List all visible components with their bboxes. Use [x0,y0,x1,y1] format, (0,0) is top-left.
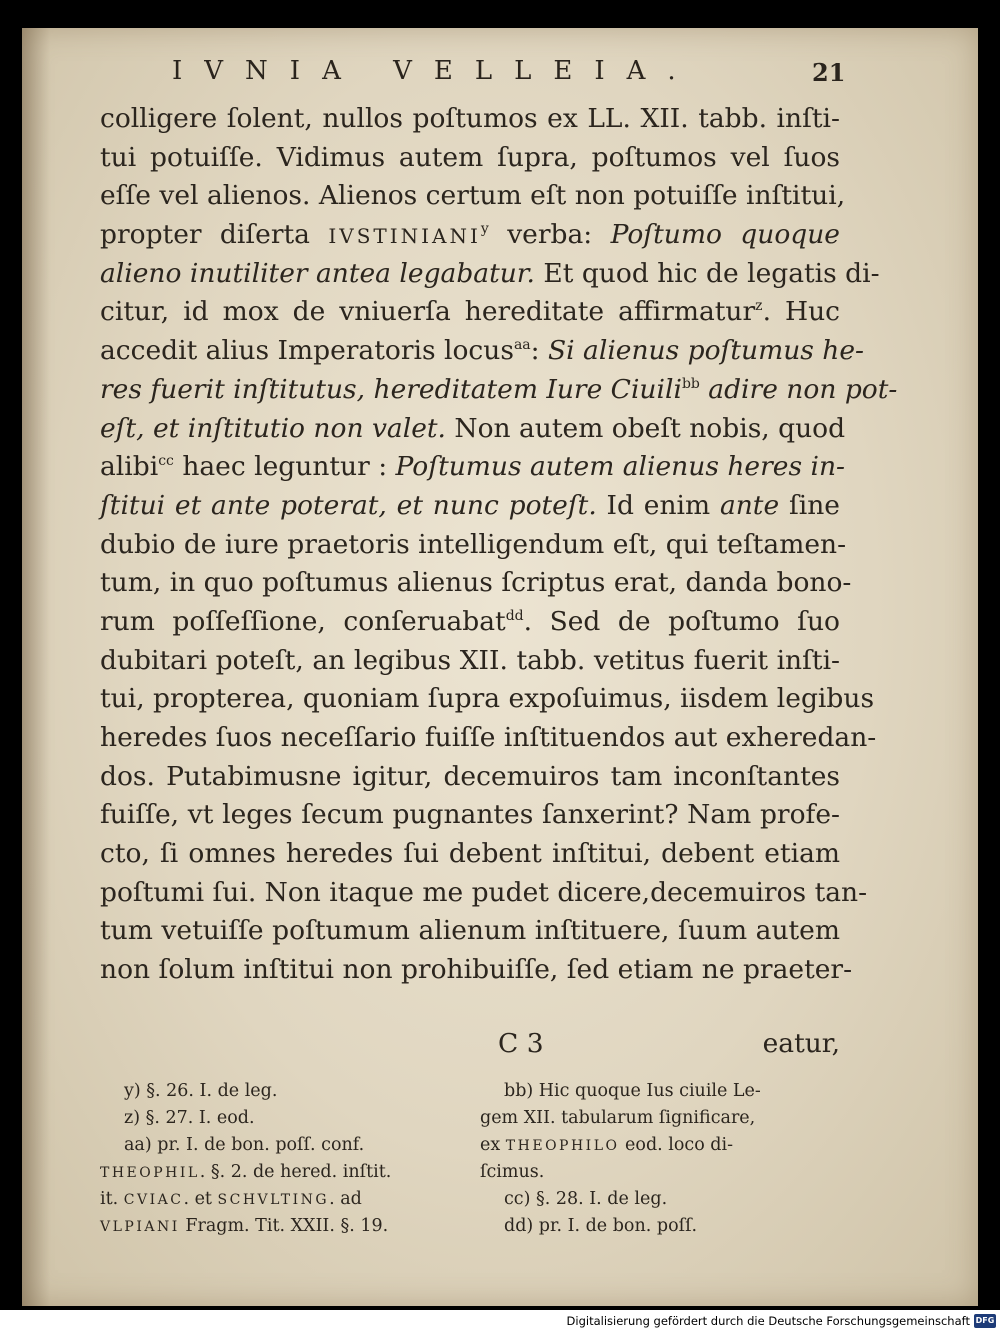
text-run: non ſolum inſtitui non prohibuiſſe, ſed etiam ne praeter- [100,954,853,986]
text-run: heredes ſuos neceſſario fuiſſe inſtituendos aut exheredan- [100,722,877,753]
text-line [100,139,840,178]
text-run: bb) Hic quoque Ius ciuile Le- [504,1081,761,1101]
text-line [100,758,840,797]
text-line [100,448,845,487]
footnote-line [480,1132,840,1159]
footnote-line [100,1105,452,1132]
text-line [100,255,880,294]
page-header [22,56,978,96]
text-run: . ad [329,1189,362,1209]
text-run: propter diſerta [100,219,329,251]
footnote-reference: z [755,298,763,315]
italic-quotation: ante [719,489,780,521]
text-run: eod. loco di- [619,1135,734,1155]
text-run: aa) pr. I. de bon. poſſ. conf. [124,1135,365,1155]
text-run: dubio de iure praetoris intelligendum eſt, qui teſtamen- [100,528,847,560]
dfg-logo: DFG [974,1314,996,1328]
text-run: : [530,335,548,367]
text-line [100,487,840,526]
text-run: rum poſſeſſione, conſeruabat [100,605,506,637]
footnotes-right-column [480,1078,840,1240]
text-line [100,332,865,371]
text-run: ſine [779,489,840,521]
text-line [100,680,875,719]
italic-quotation: res fuerit inſtitutus, hereditatem Iure Ciuili [100,373,682,405]
text-run: Et quod hic de legatis di- [535,257,880,289]
text-line [100,100,840,139]
footnote-line [480,1213,840,1240]
footnote-reference: y [480,221,489,238]
text-run: alibi [100,451,159,483]
text-run: y) §. 26. I. de leg. [124,1081,278,1101]
text-run: gem XII. tabularum ſignificare, [480,1108,756,1128]
small-caps-name: THEOPHILO [505,1138,620,1154]
italic-quotation: Poſtumo quoque [610,219,840,251]
book-page [22,28,978,1306]
text-run: eſſe vel alienos. Alienos certum eſt non potuiſſe inſtitui, [100,180,846,212]
small-caps-name: THEOPHIL [100,1165,200,1181]
text-run: it. [100,1189,124,1209]
signature-row [100,1028,840,1068]
footnote-line [480,1186,840,1213]
footnote-reference: dd [505,607,524,624]
text-line [100,371,898,410]
text-run: fuiſſe, vt leges ſecum pugnantes ſanxerint? Nam profe- [100,799,840,831]
small-caps-name: SCHVLTING [217,1192,330,1208]
text-line [100,293,840,332]
text-run: z) §. 27. I. eod. [124,1108,255,1128]
text-line [100,874,868,913]
text-run: cto, ſi omnes heredes ſui debent inſtitui, debent etiam [100,838,840,870]
text-line [100,410,846,449]
text-line [100,642,840,681]
text-run: . §. 2. de hered. inſtit. [199,1162,392,1182]
footnote-line [100,1159,452,1186]
text-run: haec leguntur : [173,451,396,483]
footnote-line [100,1213,452,1240]
text-line [100,951,853,990]
italic-quotation: adire non pot- [699,373,898,405]
text-run: Non autem obeſt nobis, quod [445,412,846,444]
text-line [100,177,846,216]
text-line [100,564,852,603]
text-run: dubitari poteſt, an legibus XII. tabb. vetitus fuerit inſti- [100,644,840,676]
text-run: Fragm. Tit. XXII. §. 19. [179,1216,389,1236]
small-caps-name: VLPIANI [100,1219,180,1235]
text-run: . Sed de poſtumo ſuo [523,605,841,637]
text-run: tui, propterea, quoniam ſupra expoſuimus, iisdem legibus [100,683,875,715]
catchword: eatur, [762,1028,840,1059]
text-run: citur, id mox de vniuerſa hereditate affirmatur [100,296,756,328]
footnotes-left-column [100,1078,452,1240]
small-caps-name: IVSTINIANI [328,224,481,249]
text-run: . Huc [762,296,840,328]
text-line [100,835,840,874]
text-line [100,526,847,565]
italic-quotation: ſtitui et ante poterat, et nunc poteſt. [100,489,597,521]
text-run: Id enim [596,489,720,521]
text-run: dos. Putabimusne igitur, decemuiros tam inconſtantes [100,760,840,792]
footnote-reference: aa [513,337,531,354]
text-run: poſtumi ſui. Non itaque me pudet dicere,decemuiros tan- [100,876,868,908]
footnote-reference: cc [158,453,174,470]
text-run: verba: [488,219,611,251]
small-caps-name: CVIAC [123,1192,184,1208]
text-line [100,603,840,642]
footnote-line [100,1132,452,1159]
italic-quotation: Si alienus poſtumus he- [548,335,865,367]
text-run: . et [183,1189,218,1209]
italic-quotation: Poſtumus autem alienus heres in- [395,451,845,483]
footnote-line [480,1078,840,1105]
footnote-line [480,1159,840,1186]
page-number: 21 [812,58,846,87]
digitization-footer [0,1310,1000,1334]
text-run: tum vetuiſſe poſtumum alienum inſtituere, ſuum autem [100,915,840,947]
footnote-line [100,1078,452,1105]
text-run: tum, in quo poſtumus alienus ſcriptus erat, danda bono- [100,567,852,599]
running-title: IVNIA VELLEIA. [172,56,698,86]
italic-quotation: eſt, et inſtitutio non valet. [100,412,446,444]
text-run: tui potuiſſe. Vidimus autem ſupra, poſtumos vel ſuos [100,141,840,173]
text-run: dd) pr. I. de bon. poſſ. [504,1216,698,1236]
text-line [100,912,840,951]
footnote-line [100,1186,452,1213]
page-gutter-shadow [22,28,50,1306]
text-run: accedit alius Imperatoris locus [100,335,514,367]
text-line [100,216,840,255]
footnote-reference: bb [681,375,700,392]
text-run: colligere ſolent, nullos poſtumos ex LL. XII. tabb. inſti- [100,103,840,134]
text-line [100,796,840,835]
text-run: ſcimus. [480,1162,545,1182]
italic-quotation: alieno inutiliter antea legabatur. [100,257,535,289]
text-run: cc) §. 28. I. de leg. [504,1189,668,1209]
funding-credit: Digitalisierung gefördert durch die Deutsche Forschungsgemeinschaft [566,1314,970,1328]
main-text-block [100,100,898,990]
footnote-line [480,1105,840,1132]
printer-signature-mark: C 3 [498,1028,544,1059]
text-line [100,719,877,758]
text-run: ex [480,1135,506,1155]
